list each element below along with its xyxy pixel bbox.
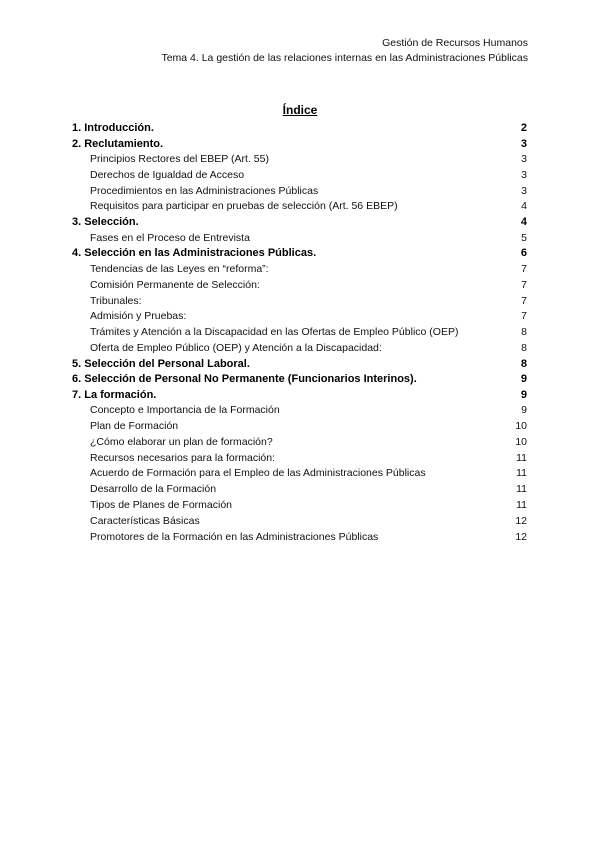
toc-section-entry[interactable]	[72, 137, 527, 153]
table-of-contents	[72, 121, 527, 545]
toc-section-entry[interactable]	[72, 121, 527, 137]
toc-entry-title: Recursos necesarios para la formación:	[90, 451, 276, 464]
toc-entry-title: Fases en el Proceso de Entrevista	[90, 231, 250, 244]
toc-entry-page-number: 3	[521, 168, 527, 181]
toc-subsection-entry[interactable]	[72, 451, 527, 467]
toc-entry-page-number: 10	[515, 435, 527, 448]
toc-subsection-entry[interactable]	[72, 403, 527, 419]
toc-entry-title: Principios Rectores del EBEP (Art. 55)	[90, 153, 269, 165]
toc-subsection-entry[interactable]	[72, 498, 527, 514]
toc-subsection-entry[interactable]	[72, 278, 527, 294]
toc-entry-title: Plan de Formación	[90, 420, 179, 433]
toc-entry-title: Tendencias de las Leyes en “reforma”:	[90, 262, 269, 275]
toc-entry-title: Promotores de la Formación en las Administraciones Públicas	[90, 530, 379, 543]
toc-entry-title: Derechos de Igualdad de Acceso	[90, 168, 245, 181]
toc-entry-title: 2. Reclutamiento.	[72, 137, 164, 150]
toc-entry-page-number: 3	[521, 184, 527, 197]
toc-entry-title: 6. Selección de Personal No Permanente (Funcionarios Interinos).	[72, 373, 417, 386]
toc-entry-title: Oferta de Empleo Público (OEP) y Atención a la Discapacidad:	[90, 341, 382, 354]
toc-subsection-entry[interactable]	[72, 466, 527, 482]
toc-subsection-entry[interactable]	[72, 325, 527, 341]
toc-entry-page-number: 7	[521, 278, 527, 291]
toc-entry-title: Tribunales:	[90, 294, 142, 307]
toc-entry-title: 5. Selección del Personal Laboral.	[72, 357, 250, 370]
toc-section-entry[interactable]	[72, 372, 527, 388]
toc-entry-page-number: 10	[515, 420, 527, 433]
toc-entry-page-number: 6	[520, 247, 527, 260]
toc-entry-page-number: 11	[516, 467, 527, 480]
toc-section-entry[interactable]	[72, 388, 527, 404]
toc-entry-page-number: 3	[521, 153, 527, 165]
toc-entry-page-number: 8	[520, 357, 527, 370]
toc-entry-page-number: 4	[521, 200, 527, 213]
toc-entry-title: Concepto e Importancia de la Formación	[90, 404, 280, 417]
toc-entry-title: Acuerdo de Formación para el Empleo de las Administraciones Públicas	[90, 467, 426, 480]
toc-subsection-entry[interactable]	[72, 309, 527, 325]
toc-title: Índice	[282, 103, 318, 117]
toc-entry-title: 1. Introducción.	[72, 122, 154, 134]
toc-entry-title: Requisitos para participar en pruebas de selección (Art. 56 EBEP)	[90, 200, 398, 213]
toc-section-entry[interactable]	[72, 246, 527, 262]
toc-entry-page-number: 11	[516, 499, 527, 512]
toc-entry-page-number: 3	[520, 137, 527, 150]
toc-section-entry[interactable]	[72, 215, 527, 231]
toc-entry-page-number: 7	[521, 294, 527, 307]
toc-subsection-entry[interactable]	[72, 294, 527, 310]
toc-subsection-entry[interactable]	[72, 168, 527, 184]
toc-entry-page-number: 5	[521, 231, 527, 244]
header-topic-title: Tema 4. La gestión de las relaciones internas en las Administraciones Públicas	[161, 52, 528, 64]
page-header	[161, 36, 528, 66]
toc-entry-page-number: 8	[521, 326, 527, 339]
toc-entry-page-number: 12	[515, 514, 527, 527]
toc-entry-page-number: 2	[520, 122, 527, 134]
toc-entry-page-number: 11	[516, 483, 527, 496]
toc-entry-title: 4. Selección en las Administraciones Públicas.	[72, 247, 317, 260]
toc-subsection-entry[interactable]	[72, 435, 527, 451]
toc-entry-page-number: 7	[521, 310, 527, 323]
toc-entry-page-number: 9	[520, 388, 527, 401]
toc-entry-page-number: 9	[520, 373, 527, 386]
toc-entry-title: Procedimientos en las Administraciones Públicas	[90, 184, 319, 197]
toc-entry-page-number: 12	[515, 530, 527, 543]
toc-entry-title: Trámites y Atención a la Discapacidad en las Ofertas de Empleo Público (OEP)	[90, 326, 459, 339]
toc-subsection-entry[interactable]	[72, 199, 527, 215]
toc-entry-title: Comisión Permanente de Selección:	[90, 278, 260, 291]
toc-subsection-entry[interactable]	[72, 482, 527, 498]
toc-subsection-entry[interactable]	[72, 419, 527, 435]
toc-entry-title: 7. La formación.	[72, 388, 157, 401]
toc-subsection-entry[interactable]	[72, 530, 527, 546]
toc-entry-title: ¿Cómo elaborar un plan de formación?	[90, 435, 273, 448]
toc-subsection-entry[interactable]	[72, 514, 527, 530]
toc-subsection-entry[interactable]	[72, 262, 527, 278]
toc-entry-title: Tipos de Planes de Formación	[90, 499, 233, 512]
header-course-title: Gestión de Recursos Humanos	[382, 37, 528, 49]
toc-entry-title: 3. Selección.	[72, 216, 139, 229]
toc-entry-page-number: 4	[520, 216, 527, 229]
toc-entry-page-number: 9	[521, 404, 527, 417]
toc-entry-page-number: 7	[521, 262, 527, 275]
toc-section-entry[interactable]	[72, 357, 527, 373]
toc-subsection-entry[interactable]	[72, 184, 527, 200]
toc-subsection-entry[interactable]	[72, 231, 527, 247]
toc-entry-title: Admisión y Pruebas:	[90, 310, 187, 323]
toc-subsection-entry[interactable]	[72, 152, 527, 168]
toc-entry-page-number: 8	[521, 341, 527, 354]
toc-subsection-entry[interactable]	[72, 341, 527, 357]
toc-entry-page-number: 11	[516, 451, 527, 464]
toc-entry-title: Desarrollo de la Formación	[90, 483, 217, 496]
toc-entry-title: Características Básicas	[90, 514, 200, 527]
